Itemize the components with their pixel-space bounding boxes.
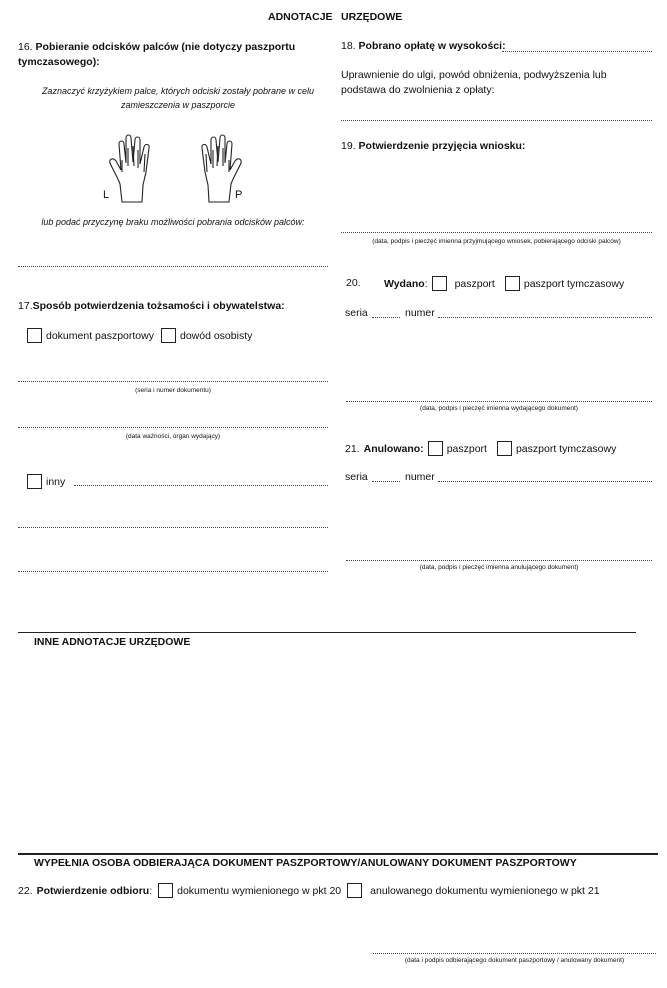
option-label: anulowanego dokumentu wymienionego w pkt 21 bbox=[370, 884, 600, 897]
pickup-signature-field[interactable] bbox=[373, 953, 656, 954]
section-22-colon: : bbox=[149, 884, 153, 897]
section-17-title bbox=[18, 300, 285, 312]
pickup-title: WYPEŁNIA OSOBA ODBIERAJĄCA DOKUMENT PASZPORTOWY/ANULOWANY DOKUMENT PASZPORTOWY bbox=[34, 857, 577, 869]
other-notes-title: INNE ADNOTACJE URZĘDOWE bbox=[34, 636, 191, 648]
option-label: paszport tymczasowy bbox=[515, 442, 617, 455]
document-validity-caption: (data ważności, organ wydający) bbox=[125, 433, 221, 440]
section-18-heading: Pobrano opłatę w wysokości: bbox=[358, 40, 506, 52]
checkbox-anulowany-dokument[interactable] bbox=[347, 883, 362, 898]
section-21-number: 21. bbox=[345, 442, 360, 455]
section-20-caption: (data, podpis i pieczęć imienna wydającego dokument) bbox=[420, 405, 578, 412]
left-hand-label: L bbox=[103, 189, 110, 201]
section-16-title bbox=[18, 40, 328, 70]
section-19-number: 19. bbox=[341, 140, 356, 152]
section-19-caption: (data, podpis i pieczęć imienna przyjmującego wniosek, pobierającego odciski palców) bbox=[372, 238, 621, 245]
section-16-instruction: Zaznaczyć krzyżykiem palce, których odciski zostały pobrane w celu zamieszczenia w paszporcie bbox=[41, 86, 315, 110]
fee-reason-field[interactable] bbox=[341, 120, 652, 121]
checkbox-paszport[interactable] bbox=[432, 276, 447, 291]
section-17-heading: Sposób potwierdzenia tożsamości i obywatelstwa: bbox=[32, 300, 285, 312]
section-22-row bbox=[18, 883, 600, 898]
section-20-seria-label: seria bbox=[345, 307, 368, 319]
option-label: paszport bbox=[454, 277, 495, 290]
section-20-heading: Wydano bbox=[384, 277, 425, 290]
section-21-numer-label: numer bbox=[405, 471, 435, 483]
section-18-text: Uprawnienie do ulgi, powód obniżenia, podwyższenia lub podstawa do zwolnienia z opłaty: bbox=[341, 69, 607, 96]
section-16-number: 16. bbox=[18, 41, 33, 53]
section-20-options bbox=[384, 276, 624, 291]
section-16-alternative: lub podać przyczynę braku możliwości pobrania odcisków palców: bbox=[41, 217, 305, 227]
section-18-number: 18. bbox=[341, 40, 356, 52]
section-21-heading: Anulowano: bbox=[363, 442, 424, 455]
section-21-options bbox=[345, 441, 616, 456]
other-document-field[interactable] bbox=[74, 485, 328, 486]
section-22-heading: Potwierdzenie odbioru bbox=[36, 884, 150, 897]
document-number-field[interactable] bbox=[18, 381, 328, 382]
document-number-caption: (seria i numer dokumentu) bbox=[135, 387, 211, 394]
pickup-caption: (data i podpis odbierającego dokument paszportowy / anulowany dokument) bbox=[404, 957, 625, 964]
checkbox[interactable] bbox=[27, 328, 42, 343]
fee-amount-field[interactable] bbox=[502, 51, 652, 52]
section-21-numer-field[interactable] bbox=[438, 481, 652, 482]
section-19-heading: Potwierdzenie przyjęcia wniosku: bbox=[358, 140, 526, 152]
section-16-reason-field[interactable] bbox=[18, 266, 328, 267]
section-20-numer-label: numer bbox=[405, 307, 435, 319]
section-19-title bbox=[341, 140, 525, 152]
checkbox-paszport-tymczasowy[interactable] bbox=[497, 441, 512, 456]
section-19-signature-field[interactable] bbox=[341, 232, 652, 233]
section-16-heading: Pobieranie odcisków palców (nie dotyczy paszportu tymczasowego): bbox=[18, 41, 296, 68]
section-20-number: 20. bbox=[346, 277, 361, 289]
section-21-seria-field[interactable] bbox=[372, 481, 400, 482]
divider bbox=[18, 632, 636, 633]
option-inny[interactable] bbox=[27, 474, 65, 489]
section-20-numer-field[interactable] bbox=[438, 317, 652, 318]
section-22-number: 22. bbox=[18, 884, 33, 897]
section-18-title bbox=[341, 40, 506, 52]
option-dokument-paszportowy[interactable] bbox=[27, 328, 252, 343]
section-21-seria-label: seria bbox=[345, 471, 368, 483]
option-label: dokument paszportowy bbox=[46, 329, 154, 342]
checkbox[interactable] bbox=[27, 474, 42, 489]
checkbox-dokument[interactable] bbox=[158, 883, 173, 898]
header-right: URZĘDOWE bbox=[341, 11, 403, 23]
section-20-seria-field[interactable] bbox=[372, 317, 400, 318]
other-document-line-3[interactable] bbox=[18, 571, 328, 572]
option-label: dokumentu wymienionego w pkt 20 bbox=[177, 884, 342, 897]
section-17-number: 17. bbox=[18, 300, 33, 312]
section-21-caption: (data, podpis i pieczęć imienna anulującego dokument) bbox=[419, 564, 579, 571]
hands-icon bbox=[108, 130, 243, 205]
option-label: inny bbox=[46, 475, 66, 488]
checkbox[interactable] bbox=[161, 328, 176, 343]
section-20-signature-field[interactable] bbox=[346, 401, 652, 402]
right-hand-label: P bbox=[235, 189, 243, 201]
option-label: paszport tymczasowy bbox=[523, 277, 625, 290]
section-20-colon: : bbox=[424, 277, 428, 290]
document-validity-field[interactable] bbox=[18, 427, 328, 428]
checkbox-paszport[interactable] bbox=[428, 441, 443, 456]
checkbox-paszport-tymczasowy[interactable] bbox=[505, 276, 520, 291]
other-document-line-2[interactable] bbox=[18, 527, 328, 528]
section-21-signature-field[interactable] bbox=[346, 560, 652, 561]
option-label: dowód osobisty bbox=[179, 329, 253, 342]
option-label: paszport bbox=[446, 442, 487, 455]
header-left: ADNOTACJE bbox=[268, 11, 333, 23]
divider bbox=[18, 853, 658, 855]
